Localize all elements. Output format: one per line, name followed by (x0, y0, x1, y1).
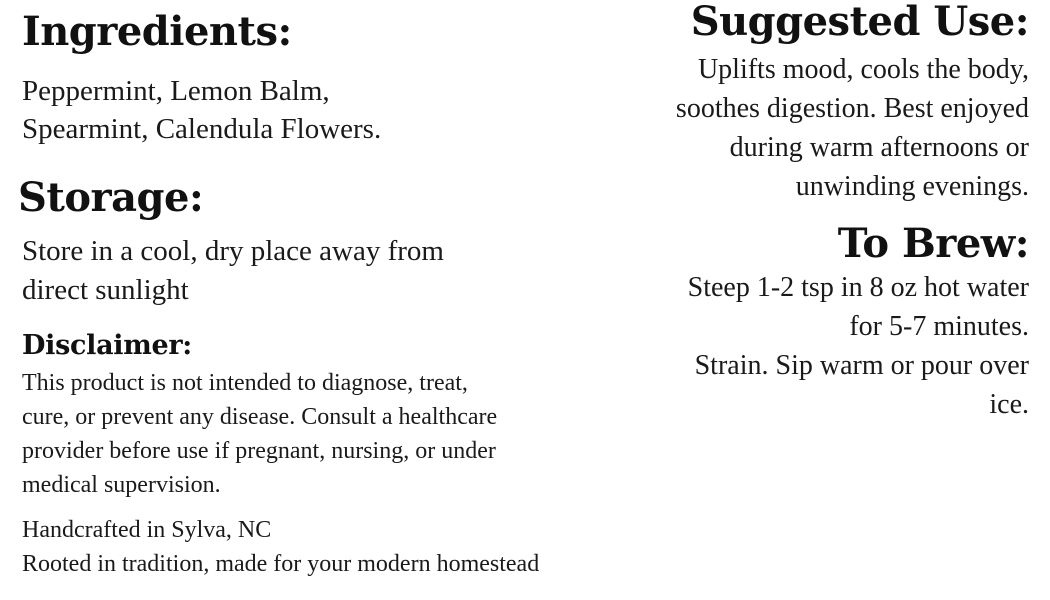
storage-heading: Storage: (18, 174, 204, 221)
disclaimer-text: This product is not intended to diagnose, treat, cure, or prevent any disease. Consult a healthcare provider before use if pregnant, nursing, or under medical supervision. (22, 370, 498, 498)
ingredients-heading: Ingredients: (22, 8, 292, 55)
disclaimer-heading: Disclaimer: (22, 330, 192, 361)
to-brew-heading: To Brew: (837, 220, 1029, 267)
suggested-use-text: Uplifts mood, cools the body, soothes digestion. Best enjoyed during warm afternoons or unwinding evenings. (675, 54, 1029, 202)
ingredients-text: Peppermint, Lemon Balm, Spearmint, Calendula Flowers. (22, 75, 382, 145)
suggested-use-heading: Suggested Use: (690, 0, 1029, 45)
footer-text: Handcrafted in Sylva, NC Rooted in tradition, made for your modern homestead (22, 517, 540, 577)
storage-text: Store in a cool, dry place away from direct sunlight (22, 235, 444, 306)
to-brew-text: Steep 1-2 tsp in 8 oz hot water for 5-7 minutes. Strain. Sip warm or pour over ice. (687, 272, 1029, 420)
